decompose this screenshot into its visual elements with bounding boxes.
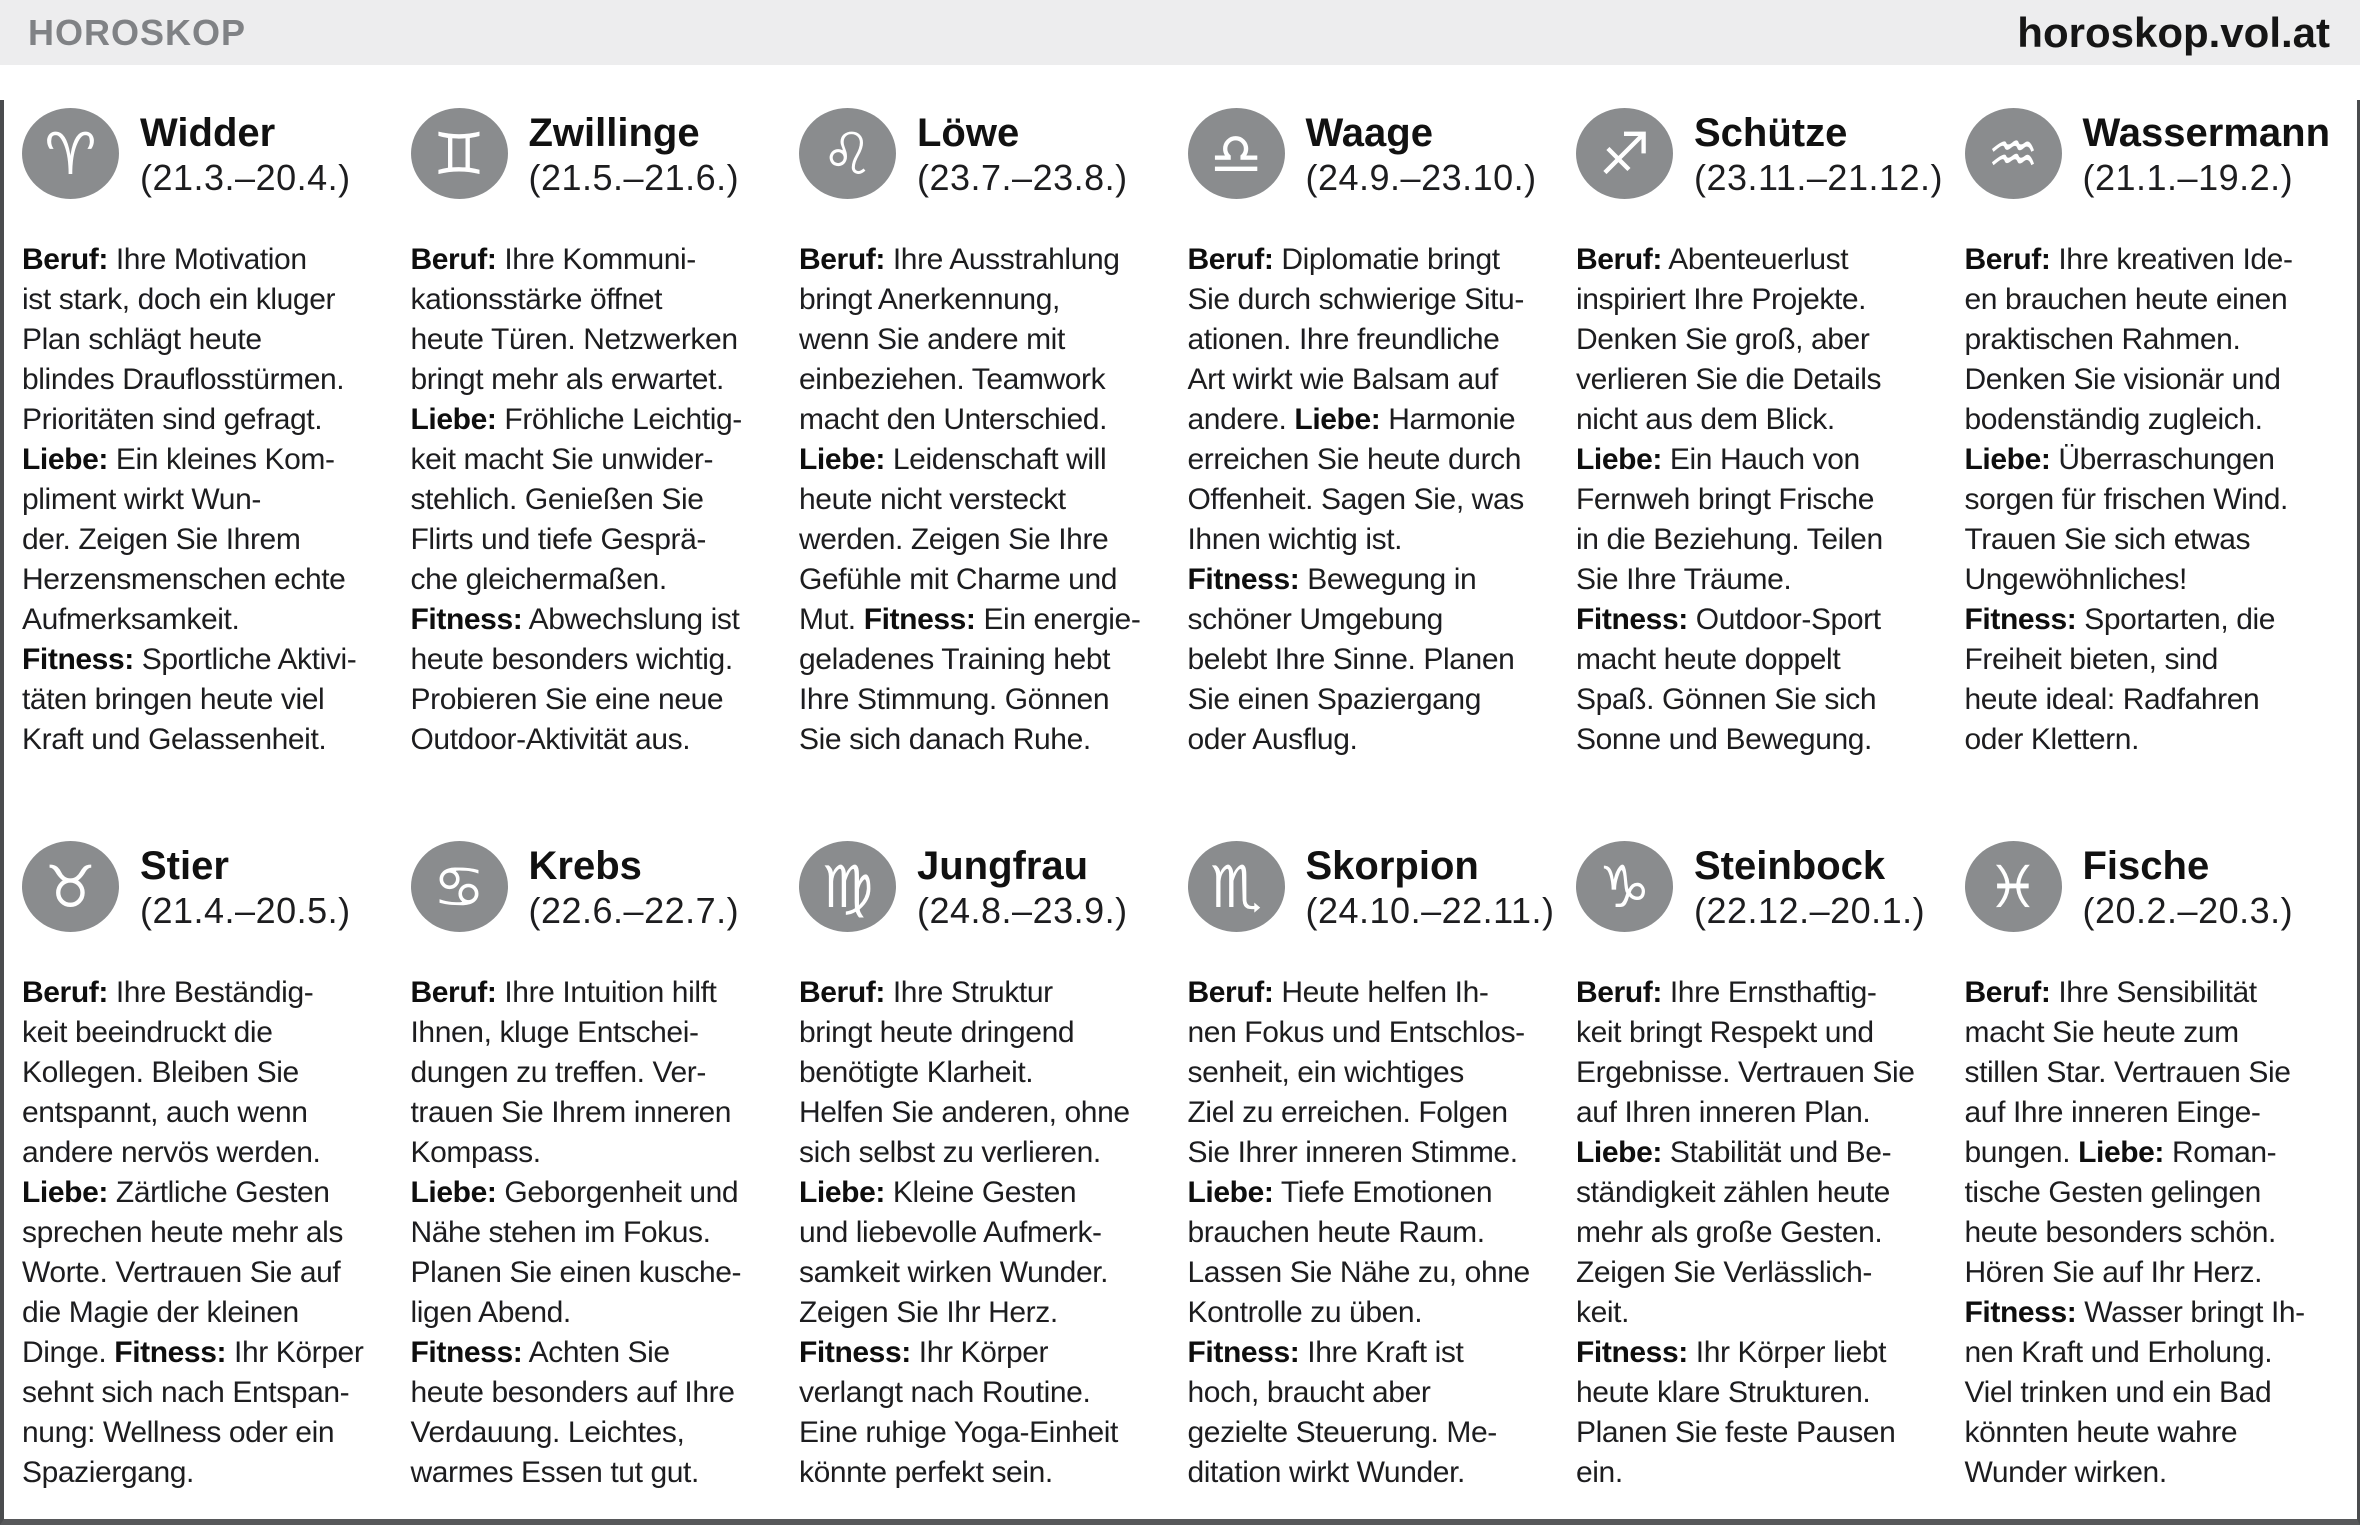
text-line: Liebe: Zärtliche Gesten [22, 1176, 330, 1209]
text-line: ein. [1576, 1456, 1623, 1489]
text-line: Fitness: Sportarten, die [1964, 603, 2276, 636]
text-line: verlangt nach Routine. [799, 1376, 1091, 1409]
sign-card-header [22, 108, 391, 200]
text-line: Beruf: Ihre Ausstrahlung [799, 243, 1120, 276]
text-line: werden. Zeigen Sie Ihre [799, 523, 1109, 556]
text-line: Helfen Sie anderen, ohne [799, 1096, 1130, 1129]
text-line: Beruf: Ihre Intuition hilft [410, 976, 717, 1009]
text-line: der. Zeigen Sie Ihrem [22, 523, 301, 556]
text-line: erreichen Sie heute durch [1187, 443, 1522, 476]
text-line: Viel trinken und ein Bad [1964, 1376, 2272, 1409]
text-line: andere. Liebe: Harmonie [1187, 403, 1516, 436]
maiden-icon: ♍ [799, 841, 896, 932]
sign-card-header [1576, 841, 1945, 933]
text-line: heute besonders wichtig. [410, 643, 733, 676]
text-line: belebt Ihre Sinne. Planen [1187, 643, 1515, 676]
sign-card-jungfrau [799, 841, 1168, 1493]
text-line: Fitness: Wasser bringt Ih- [1964, 1296, 2305, 1329]
text-line: bodenständig zugleich. [1964, 403, 2263, 436]
sign-card-header [411, 108, 780, 200]
text-line: Fitness: Ihr Körper [799, 1336, 1049, 1369]
text-line: heute Türen. Netzwerken [410, 323, 738, 356]
text-line: Lassen Sie Nähe zu, ohne [1187, 1256, 1530, 1289]
text-line: dungen zu treffen. Ver- [410, 1056, 706, 1089]
sign-titles [2083, 841, 2294, 933]
horoscope-frame [0, 100, 2360, 1525]
sign-name: Fische [2082, 844, 2210, 888]
sign-dates: (21.5.–21.6.) [528, 157, 740, 198]
text-line: auf Ihren inneren Plan. [1576, 1096, 1871, 1129]
text-line: die Magie der kleinen [22, 1296, 299, 1329]
text-line: Fitness: Ihre Kraft ist [1187, 1336, 1464, 1369]
text-line: ist stark, doch ein kluger [22, 283, 336, 316]
sign-text [22, 973, 391, 1493]
text-line: täten bringen heute viel [22, 683, 325, 716]
text-line: bringt Anerkennung, [799, 283, 1060, 316]
text-line: Kompass. [410, 1136, 541, 1169]
text-line: Liebe: Fröhliche Leichtig- [410, 403, 742, 436]
text-line: Beruf: Abenteuerlust [1576, 243, 1849, 276]
page-title: HOROSKOP [28, 11, 247, 53]
text-line: Probieren Sie eine neue [410, 683, 724, 716]
sign-name: Widder [140, 111, 276, 155]
text-line: Plan schlägt heute [22, 323, 262, 356]
text-line: en brauchen heute einen [1964, 283, 2288, 316]
text-line: und liebevolle Aufmerk- [799, 1216, 1102, 1249]
sign-dates: (24.9.–23.10.) [1305, 157, 1537, 198]
text-line: Aufmerksamkeit. [22, 603, 240, 636]
text-line: Liebe: Ein kleines Kom- [22, 443, 335, 476]
text-line: sich selbst zu verlieren. [799, 1136, 1101, 1169]
text-line: bungen. Liebe: Roman- [1964, 1136, 2277, 1169]
text-line: Fernweh bringt Frische [1576, 483, 1874, 516]
text-line: wenn Sie andere mit [799, 323, 1065, 356]
text-line: ständigkeit zählen heute [1576, 1176, 1890, 1209]
text-line: heute klare Strukturen. [1576, 1376, 1871, 1409]
text-line: Gefühle mit Charme und [799, 563, 1118, 596]
text-line: keit bringt Respekt und [1576, 1016, 1874, 1049]
sign-card-header [22, 841, 391, 933]
sign-card-zwillinge [411, 108, 780, 841]
text-line: blindes Drauflosstürmen. [22, 363, 345, 396]
sign-card-header [411, 841, 780, 933]
scorpion-icon: ♏ [1188, 841, 1285, 932]
text-line: Denken Sie visionär und [1964, 363, 2281, 396]
text-line: trauen Sie Ihrem inneren [410, 1096, 732, 1129]
text-line: Wunder wirken. [1964, 1456, 2167, 1489]
text-line: Beruf: Diplomatie bringt [1187, 243, 1500, 276]
text-line: oder Ausflug. [1187, 723, 1358, 756]
sign-dates: (24.8.–23.9.) [917, 890, 1128, 931]
signs-grid [22, 108, 2333, 1493]
text-line: Fitness: Bewegung in [1187, 563, 1477, 596]
text-line: keit. [1576, 1296, 1630, 1329]
sign-name: Löwe [917, 111, 1020, 155]
text-line: Beruf: Ihre Motivation [22, 243, 307, 276]
sign-name: Steinbock [1694, 844, 1886, 888]
text-line: Fitness: Achten Sie [410, 1336, 670, 1369]
text-line: inspiriert Ihre Projekte. [1576, 283, 1867, 316]
sign-titles [917, 108, 1128, 200]
sign-titles [529, 841, 740, 933]
text-line: Liebe: Kleine Gesten [799, 1176, 1077, 1209]
text-line: Liebe: Stabilität und Be- [1576, 1136, 1892, 1169]
text-line: einbeziehen. Teamwork [799, 363, 1106, 396]
sign-text [1188, 240, 1557, 760]
sign-text [1965, 973, 2334, 1493]
text-line: oder Klettern. [1964, 723, 2140, 756]
sign-text [411, 973, 780, 1493]
text-line: ditation wirkt Wunder. [1187, 1456, 1465, 1489]
text-line: geladenes Training hebt [799, 643, 1111, 676]
sign-card-widder [22, 108, 391, 841]
text-line: Beruf: Ihre Sensibilität [1964, 976, 2257, 1009]
text-line: Liebe: Geborgenheit und [410, 1176, 739, 1209]
text-line: tische Gesten gelingen [1964, 1176, 2261, 1209]
sign-name: Stier [140, 844, 229, 888]
text-line: heute ideal: Radfahren [1964, 683, 2260, 716]
text-line: andere nervös werden. [22, 1136, 321, 1169]
text-line: Beruf: Ihre Ernsthaftig- [1576, 976, 1877, 1009]
text-line: Kollegen. Bleiben Sie [22, 1056, 299, 1089]
text-line: Zeigen Sie Ihr Herz. [799, 1296, 1058, 1329]
text-line: nen Kraft und Erholung. [1964, 1336, 2273, 1369]
sign-name: Waage [1305, 111, 1433, 155]
lion-icon: ♌ [799, 108, 896, 199]
text-line: Freiheit bieten, sind [1964, 643, 2218, 676]
text-line: Verdauung. Leichtes, [410, 1416, 685, 1449]
text-line: Sonne und Bewegung. [1576, 723, 1872, 756]
text-line: Zeigen Sie Verlässlich- [1576, 1256, 1872, 1289]
sign-dates: (21.1.–19.2.) [2082, 157, 2294, 198]
site-url: horoskop.vol.at [2017, 8, 2330, 56]
text-line: ationen. Ihre freundliche [1187, 323, 1500, 356]
sign-text [1965, 240, 2334, 760]
text-line: Beruf: Ihre kreativen Ide- [1964, 243, 2293, 276]
text-line: Fitness: Abwechslung ist [410, 603, 740, 636]
bull-icon: ♉ [22, 841, 119, 932]
sign-name: Schütze [1694, 111, 1848, 155]
sign-titles [2083, 108, 2331, 200]
text-line: Ihnen wichtig ist. [1187, 523, 1403, 556]
sign-card-wassermann [1965, 108, 2334, 841]
sign-card-header [1965, 108, 2334, 200]
sign-card-fische [1965, 841, 2334, 1493]
text-line: in die Beziehung. Teilen [1576, 523, 1883, 556]
text-line: sehnt sich nach Entspan- [22, 1376, 350, 1409]
text-line: Liebe: Überraschungen [1964, 443, 2275, 476]
sign-text [799, 240, 1168, 760]
text-line: heute nicht versteckt [799, 483, 1066, 516]
sign-dates: (23.11.–21.12.) [1694, 157, 1944, 198]
sign-card-loewe [799, 108, 1168, 841]
water-bearer-icon: ♒ [1965, 108, 2062, 199]
text-line: Beruf: Ihre Beständig- [22, 976, 314, 1009]
text-line: che gleichermaßen. [410, 563, 667, 596]
sign-card-krebs [411, 841, 780, 1493]
text-line: Fitness: Sportliche Aktivi- [22, 643, 357, 676]
text-line: Hören Sie auf Ihr Herz. [1964, 1256, 2263, 1289]
text-line: Ziel zu erreichen. Folgen [1187, 1096, 1508, 1129]
archer-icon: ♐ [1576, 108, 1673, 199]
sign-card-steinbock [1576, 841, 1945, 1493]
crab-icon: ♋ [411, 841, 508, 932]
text-line: gezielte Steuerung. Me- [1187, 1416, 1497, 1449]
text-line: Beruf: Ihre Struktur [799, 976, 1053, 1009]
text-line: warmes Essen tut gut. [410, 1456, 699, 1489]
sign-dates: (24.10.–22.11.) [1305, 890, 1555, 931]
text-line: könnten heute wahre [1964, 1416, 2238, 1449]
text-line: stehlich. Genießen Sie [410, 483, 704, 516]
text-line: Planen Sie einen kusche- [410, 1256, 742, 1289]
sign-text [1576, 240, 1945, 760]
sign-dates: (22.6.–22.7.) [528, 890, 740, 931]
text-line: Sie Ihre Träume. [1576, 563, 1792, 596]
sign-text [1188, 973, 1557, 1493]
sign-titles [917, 841, 1128, 933]
text-line: Denken Sie groß, aber [1576, 323, 1870, 356]
text-line: Spaß. Gönnen Sie sich [1576, 683, 1877, 716]
sign-dates: (21.3.–20.4.) [140, 157, 351, 198]
sign-name: Jungfrau [917, 844, 1089, 888]
text-line: Mut. Fitness: Ein energie- [799, 603, 1141, 636]
sign-text [799, 973, 1168, 1493]
text-line: entspannt, auch wenn [22, 1096, 308, 1129]
text-line: Spaziergang. [22, 1456, 194, 1489]
text-line: sorgen für frischen Wind. [1964, 483, 2288, 516]
text-line: stillen Star. Vertrauen Sie [1964, 1056, 2291, 1089]
text-line: Ungewöhnliches! [1964, 563, 2187, 596]
text-line: Art wirkt wie Balsam auf [1187, 363, 1498, 396]
text-line: brauchen heute Raum. [1187, 1216, 1485, 1249]
text-line: Beruf: Heute helfen Ih- [1187, 976, 1489, 1009]
text-line: Worte. Vertrauen Sie auf [22, 1256, 341, 1289]
text-line: heute besonders auf Ihre [410, 1376, 735, 1409]
text-line: auf Ihre inneren Einge- [1964, 1096, 2261, 1129]
sign-card-header [1965, 841, 2334, 933]
sign-titles [140, 108, 351, 200]
text-line: ligen Abend. [410, 1296, 571, 1329]
text-line: Nähe stehen im Fokus. [410, 1216, 711, 1249]
sign-card-header [1188, 108, 1557, 200]
sign-dates: (22.12.–20.1.) [1694, 890, 1926, 931]
sign-dates: (23.7.–23.8.) [917, 157, 1128, 198]
text-line: macht Sie heute zum [1964, 1016, 2239, 1049]
text-line: Herzensmenschen echte [22, 563, 346, 596]
text-line: keit macht Sie unwider- [410, 443, 714, 476]
text-line: pliment wirkt Wun- [22, 483, 261, 516]
text-line: nen Fokus und Entschlos- [1187, 1016, 1525, 1049]
scales-icon: ♎ [1188, 108, 1285, 199]
text-line: Fitness: Ihr Körper liebt [1576, 1336, 1887, 1369]
sign-text [22, 240, 391, 760]
text-line: Outdoor-Aktivität aus. [410, 723, 691, 756]
sign-titles [1306, 841, 1555, 933]
sign-dates: (21.4.–20.5.) [140, 890, 351, 931]
sign-titles [1694, 841, 1925, 933]
goat-icon: ♑ [1576, 841, 1673, 932]
text-line: sprechen heute mehr als [22, 1216, 343, 1249]
sign-card-schuetze [1576, 108, 1945, 841]
text-line: Ihre Stimmung. Gönnen [799, 683, 1110, 716]
text-line: Eine ruhige Yoga-Einheit [799, 1416, 1118, 1449]
text-line: Flirts und tiefe Gesprä- [410, 523, 707, 556]
text-line: heute besonders schön. [1964, 1216, 2276, 1249]
text-line: Ihnen, kluge Entschei- [410, 1016, 699, 1049]
fish-icon: ♓ [1965, 841, 2062, 932]
sign-card-skorpion [1188, 841, 1557, 1493]
text-line: Fitness: Outdoor-Sport [1576, 603, 1881, 636]
sign-name: Zwillinge [528, 111, 700, 155]
sign-titles [529, 108, 740, 200]
text-line: Liebe: Leidenschaft will [799, 443, 1107, 476]
ram-icon: ♈ [22, 108, 119, 199]
text-line: Ergebnisse. Vertrauen Sie [1576, 1056, 1915, 1089]
top-header-bar [0, 0, 2360, 65]
sign-name: Krebs [528, 844, 642, 888]
text-line: Kraft und Gelassenheit. [22, 723, 327, 756]
text-line: könnte perfekt sein. [799, 1456, 1053, 1489]
text-line: bringt heute dringend [799, 1016, 1075, 1049]
text-line: Offenheit. Sagen Sie, was [1187, 483, 1524, 516]
text-line: schöner Umgebung [1187, 603, 1443, 636]
text-line: senheit, ein wichtiges [1187, 1056, 1464, 1089]
sign-text [411, 240, 780, 760]
text-line: samkeit wirken Wunder. [799, 1256, 1109, 1289]
sign-titles [1694, 108, 1943, 200]
text-line: Sie einen Spaziergang [1187, 683, 1481, 716]
text-line: Sie Ihrer inneren Stimme. [1187, 1136, 1518, 1169]
text-line: Dinge. Fitness: Ihr Körper [22, 1336, 364, 1369]
sign-card-header [1188, 841, 1557, 933]
text-line: verlieren Sie die Details [1576, 363, 1882, 396]
sign-card-waage [1188, 108, 1557, 841]
sign-card-header [799, 841, 1168, 933]
sign-card-header [799, 108, 1168, 200]
sign-name: Skorpion [1305, 844, 1479, 888]
text-line: Sie sich danach Ruhe. [799, 723, 1091, 756]
text-line: Kontrolle zu üben. [1187, 1296, 1423, 1329]
sign-card-header [1576, 108, 1945, 200]
text-line: benötigte Klarheit. [799, 1056, 1034, 1089]
text-line: macht heute doppelt [1576, 643, 1841, 676]
sign-titles [1306, 108, 1537, 200]
sign-titles [140, 841, 351, 933]
text-line: kationsstärke öffnet [410, 283, 663, 316]
text-line: nung: Wellness oder ein [22, 1416, 335, 1449]
text-line: praktischen Rahmen. [1964, 323, 2241, 356]
text-line: keit beeindruckt die [22, 1016, 273, 1049]
text-line: Beruf: Ihre Kommuni- [410, 243, 696, 276]
text-line: Sie durch schwierige Situ- [1187, 283, 1524, 316]
text-line: hoch, braucht aber [1187, 1376, 1431, 1409]
twins-icon: ♊ [411, 108, 508, 199]
text-line: Liebe: Tiefe Emotionen [1187, 1176, 1493, 1209]
text-line: macht den Unterschied. [799, 403, 1108, 436]
text-line: Prioritäten sind gefragt. [22, 403, 323, 436]
sign-card-stier [22, 841, 391, 1493]
text-line: Trauen Sie sich etwas [1964, 523, 2251, 556]
sign-name: Wassermann [2082, 111, 2330, 155]
sign-text [1576, 973, 1945, 1493]
text-line: Liebe: Ein Hauch von [1576, 443, 1860, 476]
text-line: nicht aus dem Blick. [1576, 403, 1835, 436]
text-line: mehr als große Gesten. [1576, 1216, 1883, 1249]
sign-dates: (20.2.–20.3.) [2082, 890, 2294, 931]
text-line: bringt mehr als erwartet. [410, 363, 724, 396]
text-line: Planen Sie feste Pausen [1576, 1416, 1896, 1449]
